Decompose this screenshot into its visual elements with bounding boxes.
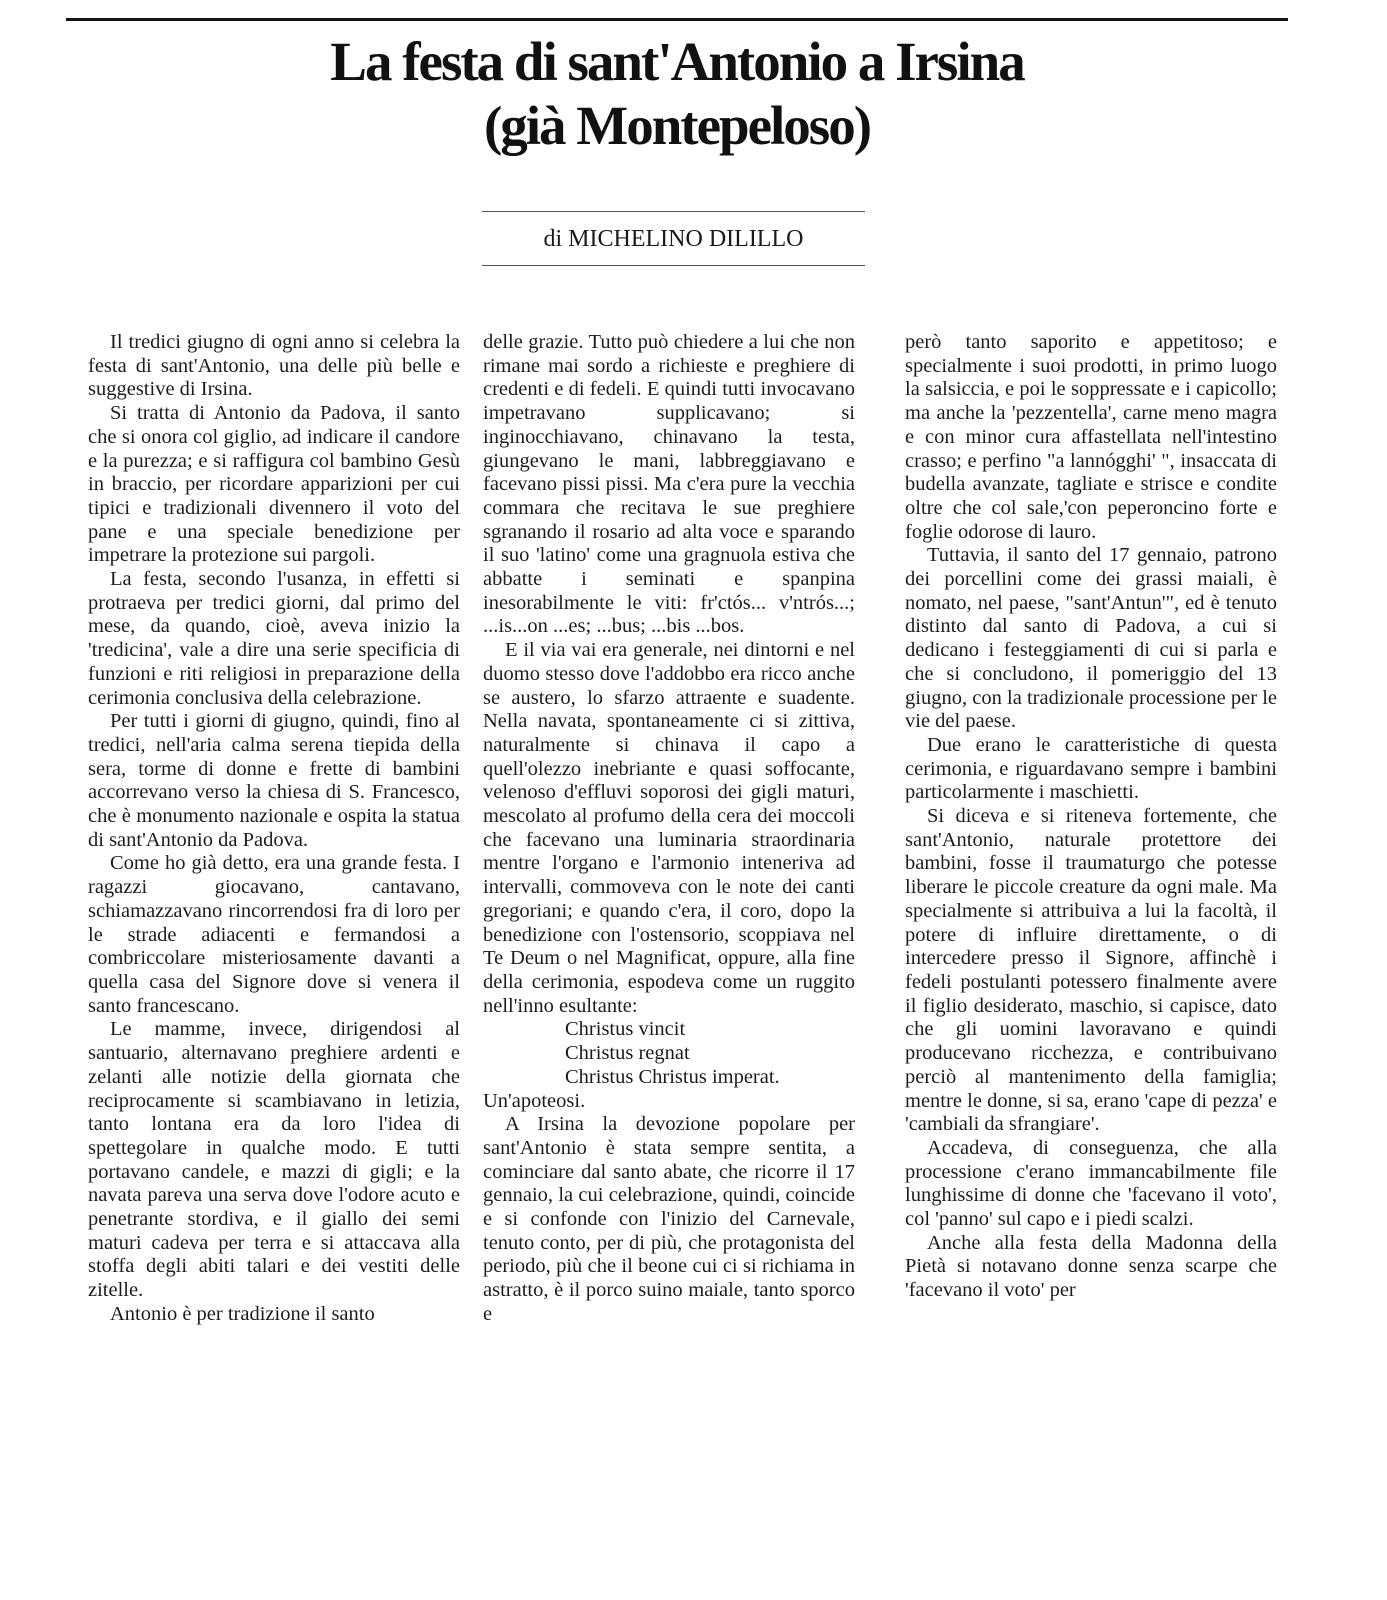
paragraph: però tanto saporito e appetitoso; e specialmente i suoi prodotti, in primo luogo la salsiccia, e poi le soppressate e i capicollo; ma anche la 'pezzentella', carne meno magra e con minor cura affastellata nell'intestino crasso; e perfino "a lannógghi' ", insaccata di budella avanzate, tagliate e strisce e condite oltre che col sale,'con peperoncino forte e foglie odorose di lauro. [905, 331, 1277, 543]
paragraph: delle grazie. Tutto può chiedere a lui che non rimane mai sordo a richieste e preghiere di credenti e di fedeli. E quindi tutti invocavano impetravano supplicavano; si inginocchiavano, chinavano la testa, giungevano le mani, labbreggiavano e facevano pissi pissi. Ma c'era pure la vecchia commara che recitava le sue preghiere sgranando il rosario ad alta voce e sparando il suo 'latino' come una gragnuola estiva che abbatte i seminati e spanpina inesorabilmente le viti: fr'ctós... v'ntrós...; ...is...on ...es; ...bus; ...bis ...bos. [483, 331, 855, 638]
hymn-verse-line: Christus regnat [565, 1042, 690, 1065]
paragraph: Anche alla festa della Madonna della Pietà si notavano donne senza scarpe che 'facevano il voto' per [905, 1231, 1277, 1302]
paragraph: Per tutti i giorni di giugno, quindi, fino al tredici, nell'aria calma serena tiepida della sera, torme di donne e frette di bambini accorrevano verso la chiesa di S. Francesco, che è monumento nazionale e ospita la statua di sant'Antonio da Padova. [88, 710, 460, 851]
paragraph: Tuttavia, il santo del 17 gennaio, patrono dei porcellini come dei grassi maiali, è nomato, nel paese, "sant'Antun'", ed è tenuto distinto dal santo di Padova, a cui si dedicano i festeggiamenti di cui si parla e che si concludono, il pomeriggio del 13 giugno, con la tradizionale processione per le vie del paese. [905, 544, 1277, 733]
byline: di MICHELINO DILILLO [543, 226, 804, 252]
article-title [66, 30, 1288, 158]
paragraph: Le mamme, invece, dirigendosi al santuario, alternavano preghiere ardenti e zelanti alle notizie della giornata che reciprocamente si scambiavano in letizia, tanto lontana era da loro l'idea di spettegolare in qualche modo. E tutti portavano candele, e mazzi di gigli; e la navata pareva una serva dove l'odore acuto e penetrante stordiva, e il giallo dei semi maturi cadeva per terra e si attaccava alla stoffa degli abiti talari e dei vestiti delle zitelle. [88, 1018, 460, 1302]
text-column-1 [88, 331, 460, 1327]
hymn-verse-line: Christus vincit [565, 1018, 686, 1041]
paragraph: E il via vai era generale, nei dintorni e nel duomo stesso dove l'addobbo era ricco anche se austero, lo sfarzo attraente e suadente. Nella navata, spontaneamente ci si zittiva, naturalmente si chinava il capo a quell'olezzo inebriante e quasi soffocante, velenoso d'effluvi soporosi dei gigli maturi, mescolato al profumo della cera dei moccoli che facevano una luminaria straordinaria mentre l'organo e l'armonio inteneriva ad intervalli, commoveva con le note dei canti gregoriani; e quando c'era, il coro, dopo la benedizione con l'ostensorio, scoppiava nel Te Deum o nel Magnificat, oppure, alla fine della cerimonia, espodeva come un ruggito nell'inno esultante: [483, 639, 855, 1017]
paragraph: Come ho già detto, era una grande festa. I ragazzi giocavano, cantavano, schiamazzavano rincorrendosi fra di loro per le strade adiacenti e fermandosi a combriccolare misteriosamente davanti a quella casa del Signore dove si venera il santo francescano. [88, 852, 460, 1017]
byline-rule-bottom [482, 265, 865, 266]
paragraph: Si diceva e si riteneva fortemente, che sant'Antonio, naturale protettore dei bambini, fosse il traumaturgo che potesse liberare le piccole creature da ogni male. Ma specialmente si attribuiva a lui la facoltà, il potere di influire direttamente, o di intercedere presso il Signore, affinchè i fedeli postulanti potessero finalmente avere il figlio desiderato, maschio, si capisce, dato che gli uomini lavoravano e quindi producevano ricchezza, e contribuivano perciò al mantenimento della famiglia; mentre le donne, si sa, erano 'cape di pezza' e 'cambiali da sfrangiare'. [905, 805, 1277, 1136]
text-column-2 [483, 331, 855, 1327]
text-column-3 [905, 331, 1277, 1303]
paragraph: Si tratta di Antonio da Padova, il santo che si onora col giglio, ad indicare il candore e la purezza; e si raffigura col bambino Gesù in braccio, per ricordare apparizioni per cui tipici e tradizionali divennero il voto del pane e una speciale benedizione per impetrare la protezione sui pargoli. [88, 402, 460, 567]
paragraph: Il tredici giugno di ogni anno si celebra la festa di sant'Antonio, una delle più belle e suggestive di Irsina. [88, 331, 460, 401]
top-rule [66, 18, 1288, 21]
paragraph: Accadeva, di conseguenza, che alla processione c'erano immancabilmente file lunghissime di donne che 'facevano il voto', col 'panno' sul capo e i piedi scalzi. [905, 1136, 1277, 1231]
article-title-line-2: (già Montepeloso) [483, 95, 871, 156]
paragraph: A Irsina la devozione popolare per sant'Antonio è stata sempre sentita, a cominciare dal santo abate, che ricorre il 17 gennaio, la cui celebrazione, quindi, coincide e si confonde con l'inizio del Carnevale, tenuto conto, per di più, che protagonista del periodo, più che il beone cui ci si richiama in astratto, è il porco suino maiale, tanto sporco e [483, 1113, 855, 1325]
byline-rule-top [482, 211, 865, 212]
paragraph: Due erano le caratteristiche di questa cerimonia, e riguardavano sempre i bambini particolarmente i maschietti. [905, 733, 1277, 804]
paragraph: Un'apoteosi. [483, 1089, 586, 1112]
paragraph: Antonio è per tradizione il santo [110, 1302, 375, 1325]
article-title-line-1: La festa di sant'Antonio a Irsina [330, 31, 1024, 92]
hymn-verse-line: Christus Christus imperat. [565, 1065, 780, 1088]
paragraph: La festa, secondo l'usanza, in effetti si protraeva per tredici giorni, dal primo del mese, da quando, cioè, aveva inizio la 'tredicina', vale a dire una serie specificia di funzioni e riti religiosi in preparazione della cerimonia conclusiva della celebrazione. [88, 568, 460, 709]
